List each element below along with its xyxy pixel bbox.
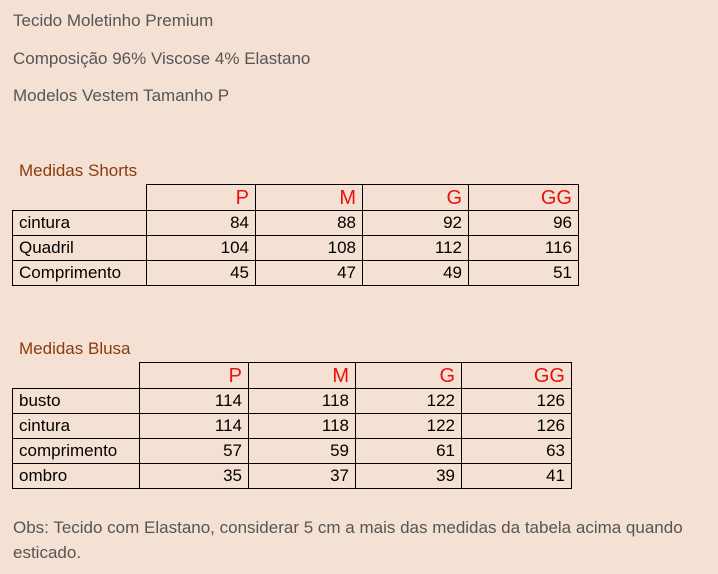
table-row	[13, 414, 572, 439]
table-row	[13, 389, 572, 414]
header-corner-cell	[13, 185, 147, 211]
measure-cell: 39	[356, 464, 462, 489]
measure-cell: 116	[469, 236, 579, 261]
measure-cell: 112	[363, 236, 469, 261]
blusa-measurements-table	[12, 362, 572, 489]
fabric-description: Tecido Moletinho Premium	[13, 11, 214, 30]
size-header-cell: M	[249, 363, 356, 389]
row-label: cintura	[13, 414, 140, 439]
table-row	[13, 261, 579, 286]
measure-cell: 61	[356, 439, 462, 464]
table-row	[13, 439, 572, 464]
measure-cell: 59	[249, 439, 356, 464]
measure-cell: 63	[462, 439, 572, 464]
header-corner-cell	[13, 363, 140, 389]
shorts-measurements-table	[12, 184, 579, 286]
model-size-text: Modelos Vestem Tamanho P	[13, 86, 230, 105]
measure-cell: 37	[249, 464, 356, 489]
measure-cell: 96	[469, 211, 579, 236]
measure-cell: 114	[140, 414, 249, 439]
measure-cell: 114	[140, 389, 249, 414]
row-label: Comprimento	[13, 261, 147, 286]
measure-cell: 118	[249, 414, 356, 439]
measure-cell: 88	[256, 211, 363, 236]
size-header-cell: GG	[469, 185, 579, 211]
composition-text: Composição 96% Viscose 4% Elastano	[13, 49, 311, 68]
measure-cell: 51	[469, 261, 579, 286]
measure-cell: 45	[147, 261, 256, 286]
measure-cell: 126	[462, 389, 572, 414]
size-header-cell: M	[256, 185, 363, 211]
row-label: busto	[13, 389, 140, 414]
blusa-section-title: Medidas Blusa	[19, 339, 131, 358]
row-label: ombro	[13, 464, 140, 489]
size-header-cell: P	[140, 363, 249, 389]
row-label: cintura	[13, 211, 147, 236]
size-header-cell: GG	[462, 363, 572, 389]
shorts-section-title: Medidas Shorts	[19, 161, 138, 180]
measure-cell: 126	[462, 414, 572, 439]
size-header-cell: P	[147, 185, 256, 211]
measure-cell: 118	[249, 389, 356, 414]
measure-cell: 49	[363, 261, 469, 286]
measure-cell: 122	[356, 414, 462, 439]
measure-cell: 57	[140, 439, 249, 464]
measure-cell: 108	[256, 236, 363, 261]
measure-cell: 92	[363, 211, 469, 236]
table-row	[13, 236, 579, 261]
table-row	[13, 211, 579, 236]
size-header-row	[13, 363, 572, 389]
measure-cell: 47	[256, 261, 363, 286]
size-header-cell: G	[356, 363, 462, 389]
size-header-cell: G	[363, 185, 469, 211]
table-row	[13, 464, 572, 489]
row-label: comprimento	[13, 439, 140, 464]
size-header-row	[13, 185, 579, 211]
measure-cell: 122	[356, 389, 462, 414]
row-label: Quadril	[13, 236, 147, 261]
measure-cell: 84	[147, 211, 256, 236]
observation-note: Obs: Tecido com Elastano, considerar 5 cm a mais das medidas da tabela acima quando esticado.	[13, 518, 683, 562]
measure-cell: 41	[462, 464, 572, 489]
measure-cell: 104	[147, 236, 256, 261]
measure-cell: 35	[140, 464, 249, 489]
